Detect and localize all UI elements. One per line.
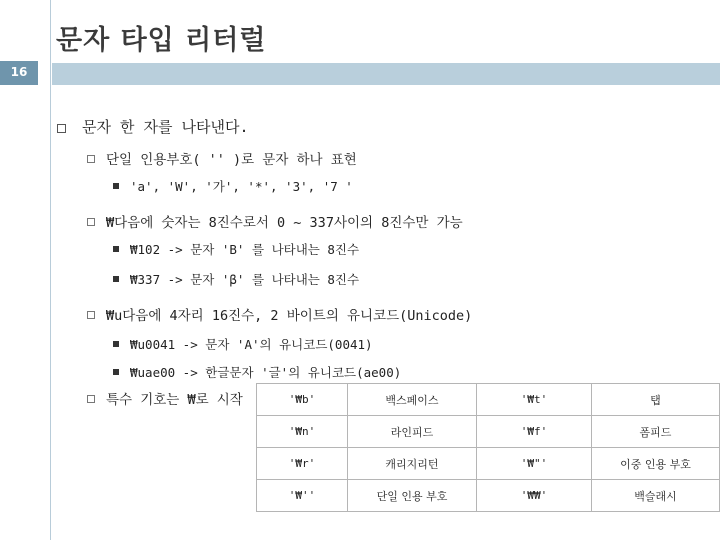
table-cell: 라인피드 [348,416,477,448]
table-row [257,448,720,480]
table-cell: '₩b' [257,384,348,416]
table-cell: '₩n' [257,416,348,448]
filled-square-bullet-icon [113,183,119,189]
table-cell: 캐리지리턴 [348,448,477,480]
vertical-rule [50,0,51,540]
table-row [257,416,720,448]
table-cell: 폼피드 [592,416,720,448]
table-cell: 이중 인용 부호 [592,448,720,480]
table-row [257,384,720,416]
table-cell: 백스페이스 [348,384,477,416]
table-cell: '₩"' [477,448,592,480]
table-cell: '₩t' [477,384,592,416]
table-cell: '₩r' [257,448,348,480]
bullet-unicode-example-1: ₩u0041 -> 문자 'A'의 유니코드(0041) [130,337,373,352]
bullet-special: 특수 기호는 ₩로 시작 [106,392,243,408]
square-bullet-icon [87,218,95,226]
square-bullet-icon [87,155,95,163]
bullet-octal-example-2: ₩337 -> 문자 'β' 를 나타내는 8진수 [130,272,360,287]
bullet-octal: ₩다음에 숫자는 8진수로서 0 ~ 337사이의 8진수만 가능 [106,215,463,231]
bullet-octal-example-1: ₩102 -> 문자 'B' 를 나타내는 8진수 [130,242,360,257]
table-row [257,480,720,512]
bullet-unicode: ₩u다음에 4자리 16진수, 2 바이트의 유니코드(Unicode) [106,308,473,324]
table-cell: '₩₩' [477,480,592,512]
page-number: 16 [10,65,28,79]
bullet-unicode-example-2: ₩uae00 -> 한글문자 '글'의 유니코드(ae00) [130,365,402,380]
filled-square-bullet-icon [113,276,119,282]
square-bullet-icon [87,311,95,319]
table-cell: 단일 인용 부호 [348,480,477,512]
escape-sequence-table [256,383,720,512]
filled-square-bullet-icon [113,369,119,375]
square-bullet-icon [87,395,95,403]
bullet-single-quote-example: 'a', 'W', '가', '*', '3', '7 ' [130,179,353,194]
table-cell: '₩f' [477,416,592,448]
table-cell: '₩'' [257,480,348,512]
filled-square-bullet-icon [113,246,119,252]
filled-square-bullet-icon [113,341,119,347]
bullet-main: 문자 한 자를 나타낸다. [82,118,249,136]
table-cell: 탭 [592,384,720,416]
header-bar [52,63,720,85]
square-bullet-icon [57,124,66,133]
bullet-single-quote: 단일 인용부호( '' )로 문자 하나 표현 [106,152,357,168]
table-cell: 백슬래시 [592,480,720,512]
slide-title: 문자 타입 리터럴 [56,25,267,56]
